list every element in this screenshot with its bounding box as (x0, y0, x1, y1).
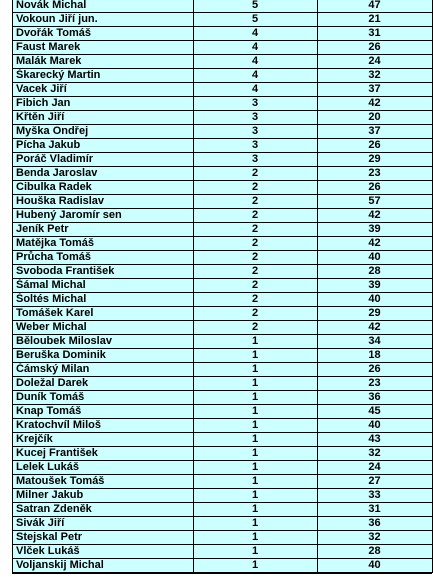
column-2-value-cell: 36 (317, 391, 432, 405)
player-name-cell: Šoltés Michal (13, 293, 193, 307)
table-row (13, 559, 432, 573)
table-row (13, 195, 432, 209)
table-row (13, 447, 432, 461)
column-1-value-cell: 3 (193, 125, 317, 139)
player-name-cell: Voljanskij Michal (13, 559, 193, 573)
column-2-value-cell: 28 (317, 545, 432, 559)
player-name-cell: Vlček Lukáš (13, 545, 193, 559)
column-1-value-cell: 1 (193, 545, 317, 559)
player-name-cell: Kucej František (13, 447, 193, 461)
column-2-value-cell: 42 (317, 209, 432, 223)
column-1-value-cell: 1 (193, 405, 317, 419)
table-row (13, 391, 432, 405)
column-2-value-cell: 32 (317, 531, 432, 545)
table-row (13, 251, 432, 265)
column-1-value-cell: 4 (193, 55, 317, 69)
table-row (13, 489, 432, 503)
column-1-value-cell: 1 (193, 447, 317, 461)
table-row (13, 531, 432, 545)
column-1-value-cell: 4 (193, 41, 317, 55)
column-1-value-cell: 1 (193, 349, 317, 363)
player-name-cell: Dvořák Tomáš (13, 27, 193, 41)
results-table (12, 0, 432, 574)
column-2-value-cell: 42 (317, 97, 432, 111)
player-name-cell: Stejskal Petr (13, 531, 193, 545)
column-1-value-cell: 1 (193, 363, 317, 377)
column-2-value-cell: 40 (317, 293, 432, 307)
column-1-value-cell: 4 (193, 83, 317, 97)
player-name-cell: Milner Jakub (13, 489, 193, 503)
player-name-cell: Lelek Lukáš (13, 461, 193, 475)
table-row (13, 335, 432, 349)
column-1-value-cell: 5 (193, 13, 317, 27)
column-2-value-cell: 43 (317, 433, 432, 447)
column-2-value-cell: 37 (317, 83, 432, 97)
player-name-cell: Pícha Jakub (13, 139, 193, 153)
table-row (13, 237, 432, 251)
table-row (13, 503, 432, 517)
column-1-value-cell: 2 (193, 223, 317, 237)
player-name-cell: Poráč Vladimír (13, 153, 193, 167)
column-1-value-cell: 1 (193, 531, 317, 545)
table-row (13, 83, 432, 97)
column-2-value-cell: 23 (317, 167, 432, 181)
table-row (13, 27, 432, 41)
table-row (13, 125, 432, 139)
table-row (13, 321, 432, 335)
column-2-value-cell: 23 (317, 377, 432, 391)
column-2-value-cell: 26 (317, 363, 432, 377)
table-row (13, 307, 432, 321)
table-row (13, 167, 432, 181)
column-1-value-cell: 3 (193, 153, 317, 167)
column-1-value-cell: 3 (193, 97, 317, 111)
player-name-cell: Weber Michal (13, 321, 193, 335)
column-1-value-cell: 2 (193, 209, 317, 223)
column-1-value-cell: 1 (193, 419, 317, 433)
column-2-value-cell: 32 (317, 69, 432, 83)
column-2-value-cell: 40 (317, 419, 432, 433)
player-name-cell: Průcha Tomáš (13, 251, 193, 265)
table-row (13, 223, 432, 237)
player-name-cell: Malák Marek (13, 55, 193, 69)
table-row (13, 405, 432, 419)
column-2-value-cell: 20 (317, 111, 432, 125)
column-2-value-cell: 28 (317, 265, 432, 279)
column-1-value-cell: 1 (193, 517, 317, 531)
player-name-cell: Kratochvíl Miloš (13, 419, 193, 433)
column-1-value-cell: 2 (193, 195, 317, 209)
table-row (13, 377, 432, 391)
table-row (13, 517, 432, 531)
column-1-value-cell: 3 (193, 111, 317, 125)
player-name-cell: Knap Tomáš (13, 405, 193, 419)
column-2-value-cell: 24 (317, 55, 432, 69)
table-row (13, 433, 432, 447)
column-1-value-cell: 1 (193, 559, 317, 573)
column-1-value-cell: 2 (193, 181, 317, 195)
column-2-value-cell: 33 (317, 489, 432, 503)
table-row (13, 111, 432, 125)
table-row (13, 69, 432, 83)
table-row (13, 545, 432, 559)
table-row (13, 293, 432, 307)
player-name-cell: Faust Marek (13, 41, 193, 55)
column-2-value-cell: 42 (317, 237, 432, 251)
player-name-cell: Vokoun Jiří jun. (13, 13, 193, 27)
player-name-cell: Hubený Jaromír sen (13, 209, 193, 223)
player-name-cell: Cibulka Radek (13, 181, 193, 195)
column-1-value-cell: 1 (193, 461, 317, 475)
table-row (13, 209, 432, 223)
column-1-value-cell: 1 (193, 475, 317, 489)
player-name-cell: Čámský Milan (13, 363, 193, 377)
column-2-value-cell: 42 (317, 321, 432, 335)
column-1-value-cell: 3 (193, 139, 317, 153)
column-1-value-cell: 5 (193, 0, 317, 13)
player-name-cell: Myška Ondřej (13, 125, 193, 139)
table-row (13, 265, 432, 279)
column-1-value-cell: 2 (193, 237, 317, 251)
column-1-value-cell: 2 (193, 251, 317, 265)
table-row (13, 475, 432, 489)
column-1-value-cell: 2 (193, 307, 317, 321)
table-row (13, 97, 432, 111)
player-name-cell: Běloubek Miloslav (13, 335, 193, 349)
player-name-cell: Houška Radislav (13, 195, 193, 209)
player-name-cell: Jeník Petr (13, 223, 193, 237)
table-row (13, 461, 432, 475)
player-name-cell: Benda Jaroslav (13, 167, 193, 181)
table-row (13, 349, 432, 363)
player-name-cell: Matějka Tomáš (13, 237, 193, 251)
column-2-value-cell: 39 (317, 223, 432, 237)
column-1-value-cell: 2 (193, 321, 317, 335)
column-2-value-cell: 32 (317, 447, 432, 461)
column-2-value-cell: 21 (317, 13, 432, 27)
column-1-value-cell: 1 (193, 489, 317, 503)
table-row (13, 139, 432, 153)
column-2-value-cell: 40 (317, 559, 432, 573)
player-name-cell: Novák Michal (13, 0, 193, 13)
player-name-cell: Tomášek Karel (13, 307, 193, 321)
column-1-value-cell: 2 (193, 265, 317, 279)
player-name-cell: Sivák Jiří (13, 517, 193, 531)
column-1-value-cell: 2 (193, 279, 317, 293)
column-2-value-cell: 26 (317, 181, 432, 195)
player-name-cell: Fibich Jan (13, 97, 193, 111)
column-2-value-cell: 26 (317, 41, 432, 55)
column-2-value-cell: 37 (317, 125, 432, 139)
column-2-value-cell: 34 (317, 335, 432, 349)
column-2-value-cell: 26 (317, 139, 432, 153)
column-2-value-cell: 36 (317, 517, 432, 531)
player-name-cell: Doležal Darek (13, 377, 193, 391)
player-name-cell: Křtěn Jiří (13, 111, 193, 125)
player-name-cell: Matoušek Tomáš (13, 475, 193, 489)
column-2-value-cell: 18 (317, 349, 432, 363)
table-row (13, 153, 432, 167)
table-row (13, 0, 432, 13)
table-row (13, 41, 432, 55)
column-2-value-cell: 40 (317, 251, 432, 265)
table-row (13, 419, 432, 433)
table-row (13, 181, 432, 195)
column-2-value-cell: 57 (317, 195, 432, 209)
player-name-cell: Škarecký Martin (13, 69, 193, 83)
column-2-value-cell: 31 (317, 27, 432, 41)
column-2-value-cell: 31 (317, 503, 432, 517)
column-1-value-cell: 2 (193, 167, 317, 181)
player-name-cell: Vacek Jiří (13, 83, 193, 97)
player-name-cell: Satran Zdeněk (13, 503, 193, 517)
column-2-value-cell: 27 (317, 475, 432, 489)
player-name-cell: Beruška Dominik (13, 349, 193, 363)
column-1-value-cell: 1 (193, 503, 317, 517)
column-1-value-cell: 1 (193, 391, 317, 405)
column-2-value-cell: 29 (317, 153, 432, 167)
table-body (13, 0, 432, 573)
table-row (13, 13, 432, 27)
column-1-value-cell: 1 (193, 335, 317, 349)
player-name-cell: Krejčík (13, 433, 193, 447)
table-row (13, 55, 432, 69)
column-2-value-cell: 45 (317, 405, 432, 419)
column-2-value-cell: 39 (317, 279, 432, 293)
column-1-value-cell: 1 (193, 433, 317, 447)
player-name-cell: Šámal Michal (13, 279, 193, 293)
column-1-value-cell: 4 (193, 69, 317, 83)
column-1-value-cell: 4 (193, 27, 317, 41)
player-name-cell: Duník Tomáš (13, 391, 193, 405)
table-row (13, 279, 432, 293)
column-1-value-cell: 2 (193, 293, 317, 307)
table-row (13, 363, 432, 377)
column-2-value-cell: 47 (317, 0, 432, 13)
player-table (13, 0, 433, 573)
column-2-value-cell: 29 (317, 307, 432, 321)
column-2-value-cell: 24 (317, 461, 432, 475)
column-1-value-cell: 1 (193, 377, 317, 391)
player-name-cell: Svoboda František (13, 265, 193, 279)
